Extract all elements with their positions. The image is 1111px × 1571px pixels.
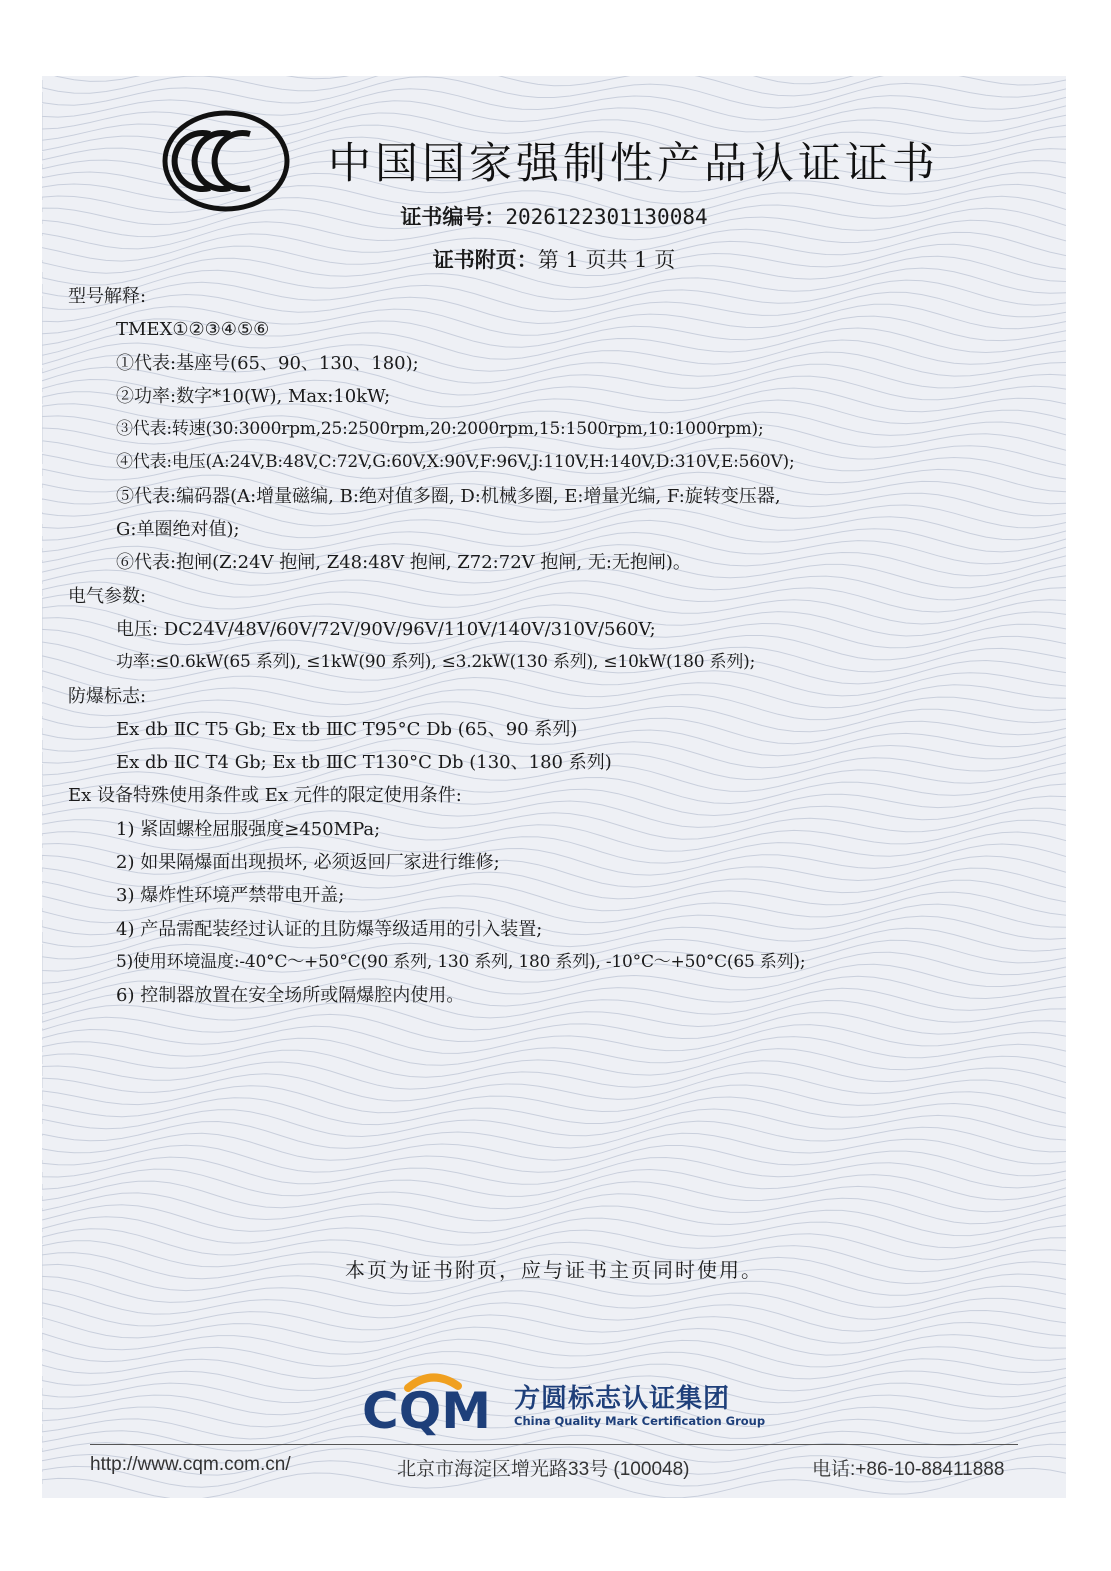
- body-line: Ex 设备特殊使用条件或 Ex 元件的限定使用条件:: [68, 785, 462, 807]
- body-line: 电压: DC24V/48V/60V/72V/90V/96V/110V/140V/310V/560V;: [116, 618, 656, 640]
- footer-divider: [90, 1444, 1018, 1445]
- body-line: ②功率:数字*10(W), Max:10kW;: [116, 385, 391, 407]
- body-line: G:单圈绝对值);: [116, 519, 240, 541]
- issuer-name-cn: 方圆标志认证集团: [514, 1384, 731, 1414]
- appendix-page-label: 证书附页：: [432, 247, 538, 272]
- body-line: 功率:≤0.6kW(65 系列), ≤1kW(90 系列), ≤3.2kW(130 系列), ≤10kW(180 系列);: [116, 652, 756, 673]
- certificate-body: [68, 280, 1028, 1013]
- body-line: ③代表:转速(30:3000rpm,25:2500rpm,20:2000rpm,15:1500rpm,10:1000rpm);: [116, 419, 764, 440]
- appendix-page: [42, 245, 1066, 275]
- appendix-note: 本页为证书附页，应与证书主页同时使用。: [345, 1258, 763, 1282]
- body-line: 防爆标志:: [68, 685, 147, 707]
- body-line: ⑥代表:抱闸(Z:24V 抱闸, Z48:48V 抱闸, Z72:72V 抱闸, 无:无抱闸)。: [116, 552, 691, 574]
- certificate-number: [42, 202, 1066, 232]
- body-line: 1) 紧固螺栓屈服强度≥450MPa;: [116, 818, 381, 840]
- body-line: 5)使用环境温度:-40°C～+50°C(90 系列, 130 系列, 180 系列), -10°C～+50°C(65 系列);: [116, 951, 806, 972]
- body-line: Ex db ⅡC T4 Gb; Ex tb ⅢC T130°C Db (130、180 系列): [116, 752, 612, 774]
- body-line: ④代表:电压(A:24V,B:48V,C:72V,G:60V,X:90V,F:96V,J:110V,H:140V,D:310V,E:560V);: [116, 452, 795, 473]
- footer-phone: 电话:+86-10-88411888: [812, 1459, 1005, 1480]
- ccc-logo: [162, 110, 290, 212]
- body-line: 2) 如果隔爆面出现损坏, 必须返回厂家进行维修;: [116, 852, 500, 874]
- body-line: ⑤代表:编码器(A:增量磁编, B:绝对值多圈, D:机械多圈, E:增量光编, F:旋转变压器,: [116, 485, 781, 507]
- footer-address: 北京市海淀区增光路33号 (100048): [397, 1459, 690, 1480]
- appendix-page-value: 第 1 页共 1 页: [537, 248, 676, 272]
- certificate-title: 中国国家强制性产品认证证书: [328, 139, 939, 189]
- body-line: TMEX①②③④⑤⑥: [116, 319, 270, 341]
- body-line: 型号解释:: [68, 286, 147, 307]
- body-line: 6) 控制器放置在安全场所或隔爆腔内使用。: [116, 985, 465, 1007]
- body-line: 3) 爆炸性环境严禁带电开盖;: [116, 885, 345, 907]
- cqm-logo-text: CQM: [362, 1382, 491, 1438]
- footer-url[interactable]: http://www.cqm.com.cn/: [90, 1454, 291, 1475]
- body-line: Ex db ⅡC T5 Gb; Ex tb ⅢC T95°C Db (65、90 系列): [116, 718, 578, 740]
- certificate-number-label: 证书编号：: [400, 204, 506, 229]
- body-line: 4) 产品需配装经过认证的且防爆等级适用的引入装置;: [116, 918, 543, 940]
- certificate-number-value: 2026122301130084: [505, 205, 708, 229]
- body-line: 电气参数:: [68, 585, 147, 607]
- body-line: ①代表:基座号(65、90、130、180);: [116, 352, 419, 374]
- issuer-name-en: China Quality Mark Certification Group: [514, 1414, 766, 1428]
- certificate-sheet: [42, 76, 1066, 1498]
